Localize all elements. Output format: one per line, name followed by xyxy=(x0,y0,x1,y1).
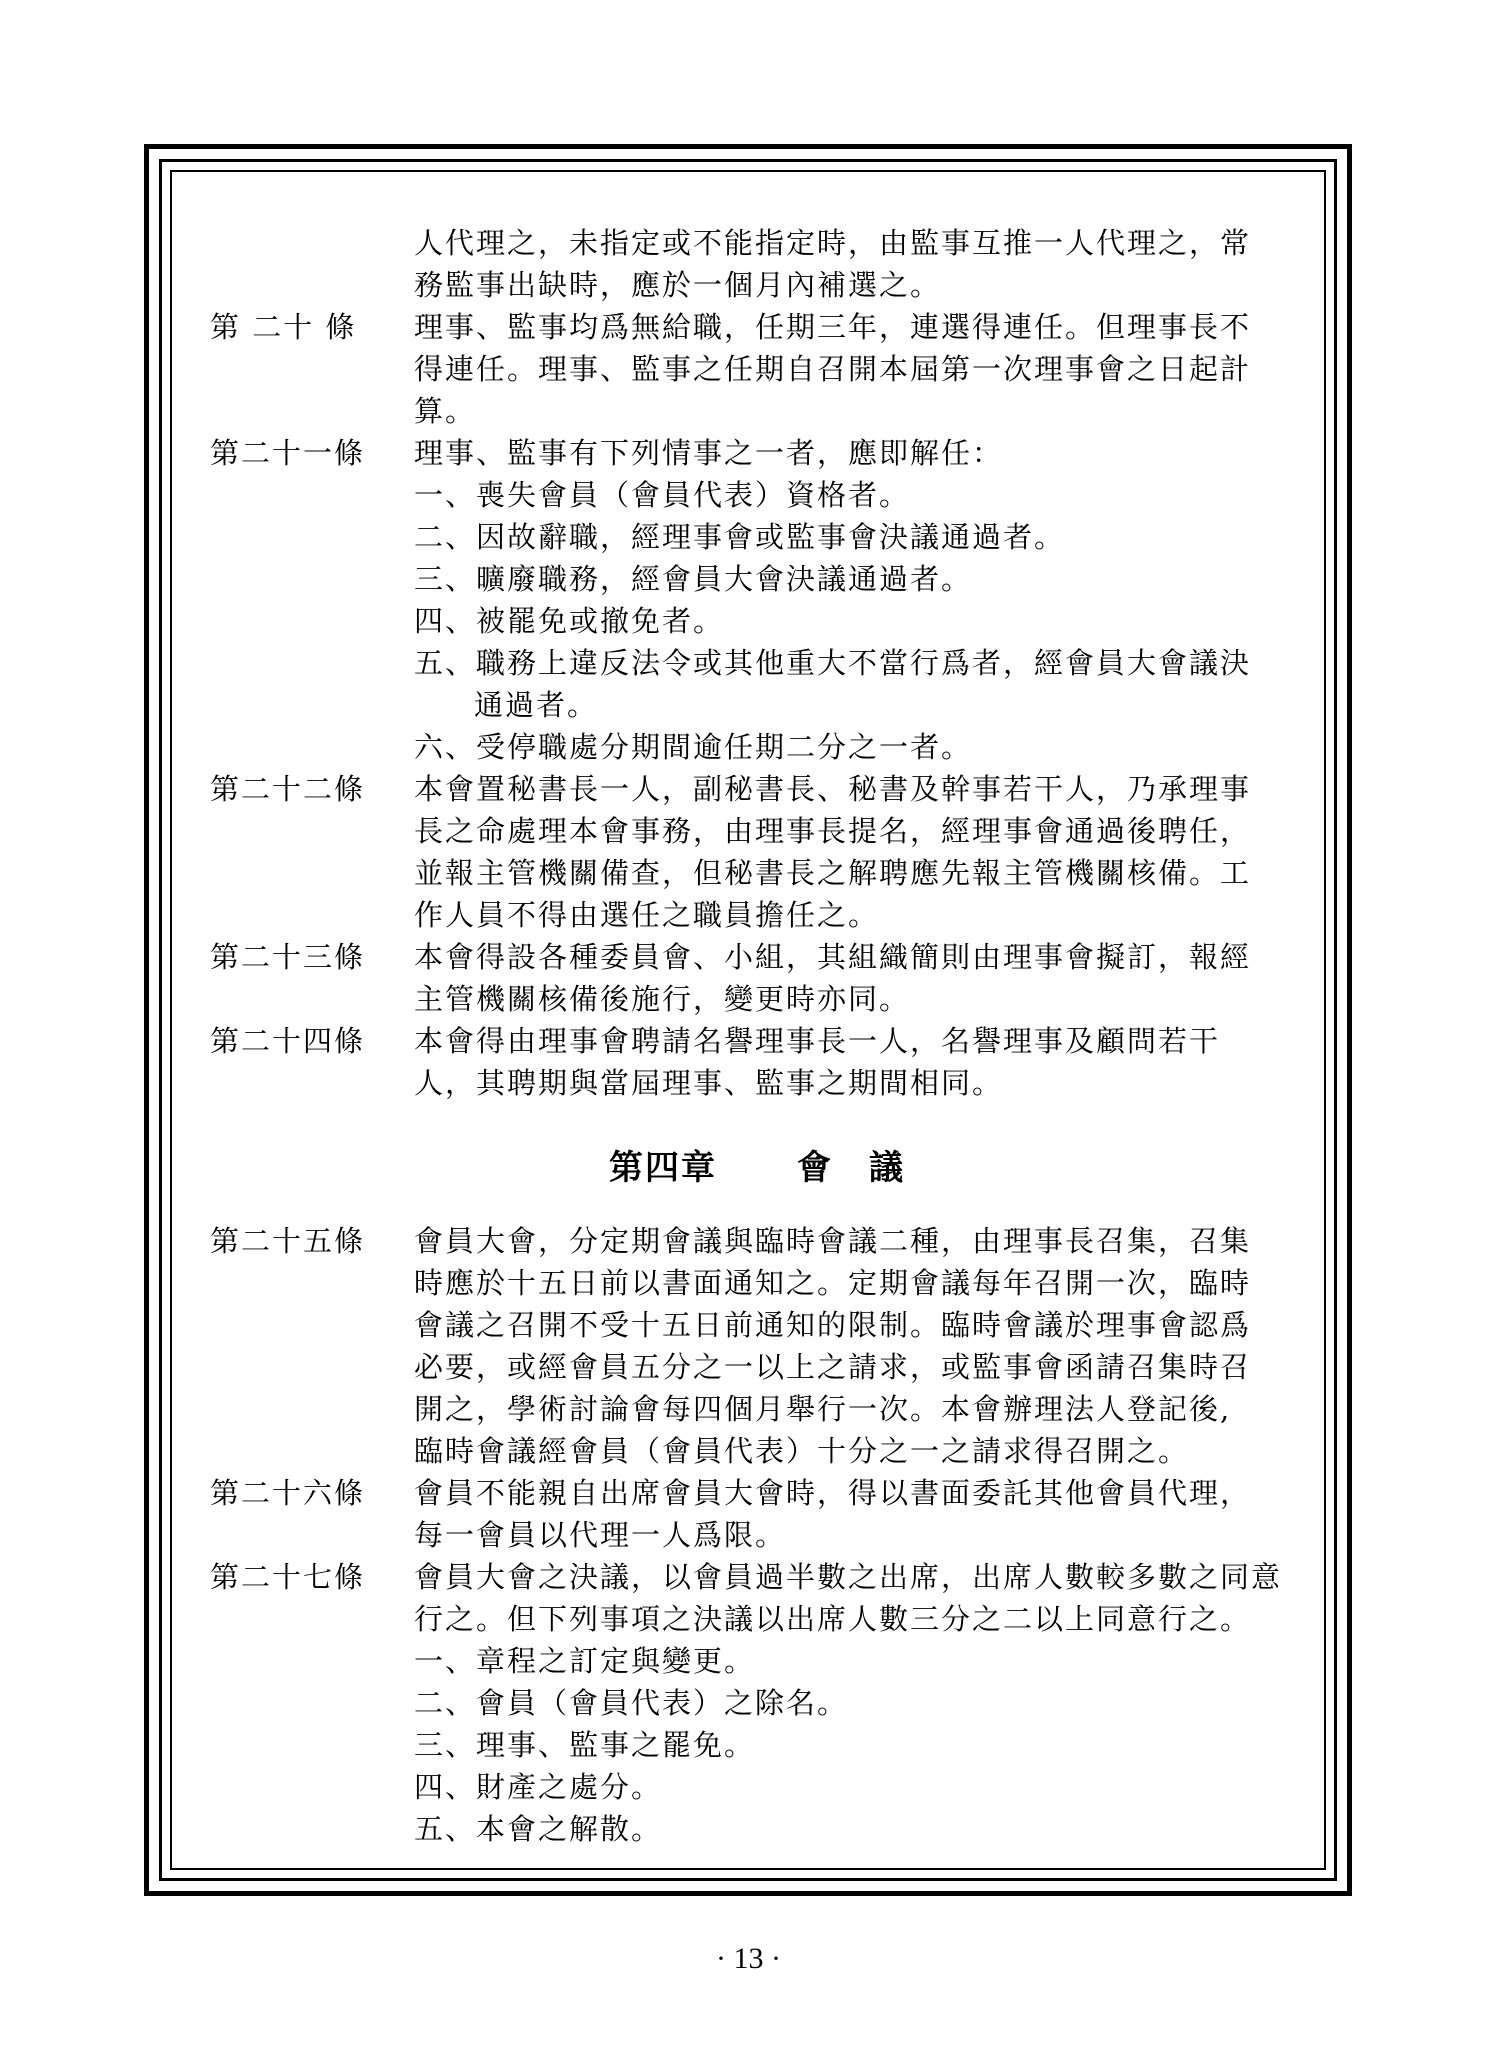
article-item: 二、會員（會員代表）之除名。 xyxy=(414,1686,849,1720)
article-line: 會員不能親自出席會員大會時，得以書面委託其他會員代理， xyxy=(414,1476,1252,1510)
articles-section-b xyxy=(210,1220,1300,1850)
article-label: 第二十七條 xyxy=(210,1560,366,1594)
article-line: 人，其聘期與當屆理事、監事之期間相同。 xyxy=(414,1066,1004,1100)
article-line: 每一會員以代理一人爲限。 xyxy=(414,1518,787,1552)
article-line: 本會得由理事會聘請名譽理事長一人，名譽理事及顧問若干 xyxy=(414,1024,1221,1058)
chapter-heading xyxy=(210,1138,1300,1198)
article-line: 算。 xyxy=(414,394,477,428)
article-item: 四、被罷免或撤免者。 xyxy=(414,604,725,638)
article-line: 本會得設各種委員會、小組，其組織簡則由理事會擬訂，報經 xyxy=(414,940,1252,974)
article xyxy=(210,1556,1300,1850)
article-item: 六、受停職處分期間逾任期二分之一者。 xyxy=(414,730,973,764)
article-item: 五、職務上違反法令或其他重大不當行爲者，經會員大會議決 xyxy=(414,646,1252,680)
article-line: 本會置秘書長一人，副秘書長、秘書及幹事若干人，乃承理事 xyxy=(414,772,1252,806)
article-item: 四、財產之處分。 xyxy=(414,1770,663,1804)
article-line: 得連任。理事、監事之任期自召開本屆第一次理事會之日起計 xyxy=(414,352,1252,386)
article-line: 並報主管機關備查，但秘書長之解聘應先報主管機關核備。工 xyxy=(414,856,1252,890)
article xyxy=(210,1220,1300,1472)
article xyxy=(210,306,1300,432)
article-line: 長之命處理本會事務，由理事長提名，經理事會通過後聘任， xyxy=(414,814,1252,848)
article-item: 三、曠廢職務，經會員大會決議通過者。 xyxy=(414,562,973,596)
article-line: 理事、監事均爲無給職，任期三年，連選得連任。但理事長不 xyxy=(414,310,1252,344)
article-line: 理事、監事有下列情事之一者，應即解任： xyxy=(414,436,1004,470)
continuation-text xyxy=(210,222,1300,306)
article xyxy=(210,936,1300,1020)
article-label: 第二十四條 xyxy=(210,1024,366,1058)
articles-section-a xyxy=(210,306,1300,1104)
article-line: 主管機關核備後施行，變更時亦同。 xyxy=(414,982,911,1016)
continuation-line: 人代理之，未指定或不能指定時，由監事互推一人代理之，常 xyxy=(414,226,1252,260)
article-line: 作人員不得由選任之職員擔任之。 xyxy=(414,898,880,932)
chapter-title: 會議 xyxy=(797,1148,941,1188)
article-label: 第二十二條 xyxy=(210,772,366,806)
page-number: · 13 · xyxy=(716,1942,781,1975)
article xyxy=(210,768,1300,936)
article-item: 二、因故辭職，經理事會或監事會決議通過者。 xyxy=(414,520,1066,554)
article-line: 行之。但下列事項之決議以出席人數三分之二以上同意行之。 xyxy=(414,1602,1252,1636)
article-line: 會員大會之決議，以會員過半數之出席，出席人數較多數之同意 xyxy=(414,1560,1283,1594)
article-line: 時應於十五日前以書面通知之。定期會議每年召開一次，臨時 xyxy=(414,1266,1252,1300)
article-label: 第二十六條 xyxy=(210,1476,366,1510)
article-item-continued: 通過者。 xyxy=(474,688,599,722)
article-item: 一、喪失會員（會員代表）資格者。 xyxy=(414,478,911,512)
chapter-number: 第四章 xyxy=(609,1148,717,1188)
article xyxy=(210,1020,1300,1104)
article xyxy=(210,1472,1300,1556)
article-label: 第二十五條 xyxy=(210,1224,366,1258)
continuation-line: 務監事出缺時，應於一個月內補選之。 xyxy=(414,268,942,302)
article-item: 五、本會之解散。 xyxy=(414,1812,663,1846)
article-item: 一、章程之訂定與變更。 xyxy=(414,1644,756,1678)
article-line: 必要，或經會員五分之一以上之請求，或監事會函請召集時召 xyxy=(414,1350,1252,1384)
article-label: 第二十三條 xyxy=(210,940,366,974)
document-body xyxy=(210,222,1300,1850)
article-label: 第 二十 條 xyxy=(210,310,357,344)
article-line: 會議之召開不受十五日前通知的限制。臨時會議於理事會認爲 xyxy=(414,1308,1252,1342)
article-line: 會員大會，分定期會議與臨時會議二種，由理事長召集，召集 xyxy=(414,1224,1252,1258)
article-line: 臨時會議經會員（會員代表）十分之一之請求得召開之。 xyxy=(414,1434,1190,1468)
article-item: 三、理事、監事之罷免。 xyxy=(414,1728,756,1762)
article xyxy=(210,432,1300,768)
article-line: 開之，學術討論會每四個月舉行一次。本會辦理法人登記後, xyxy=(414,1392,1232,1426)
article-label: 第二十一條 xyxy=(210,436,366,470)
